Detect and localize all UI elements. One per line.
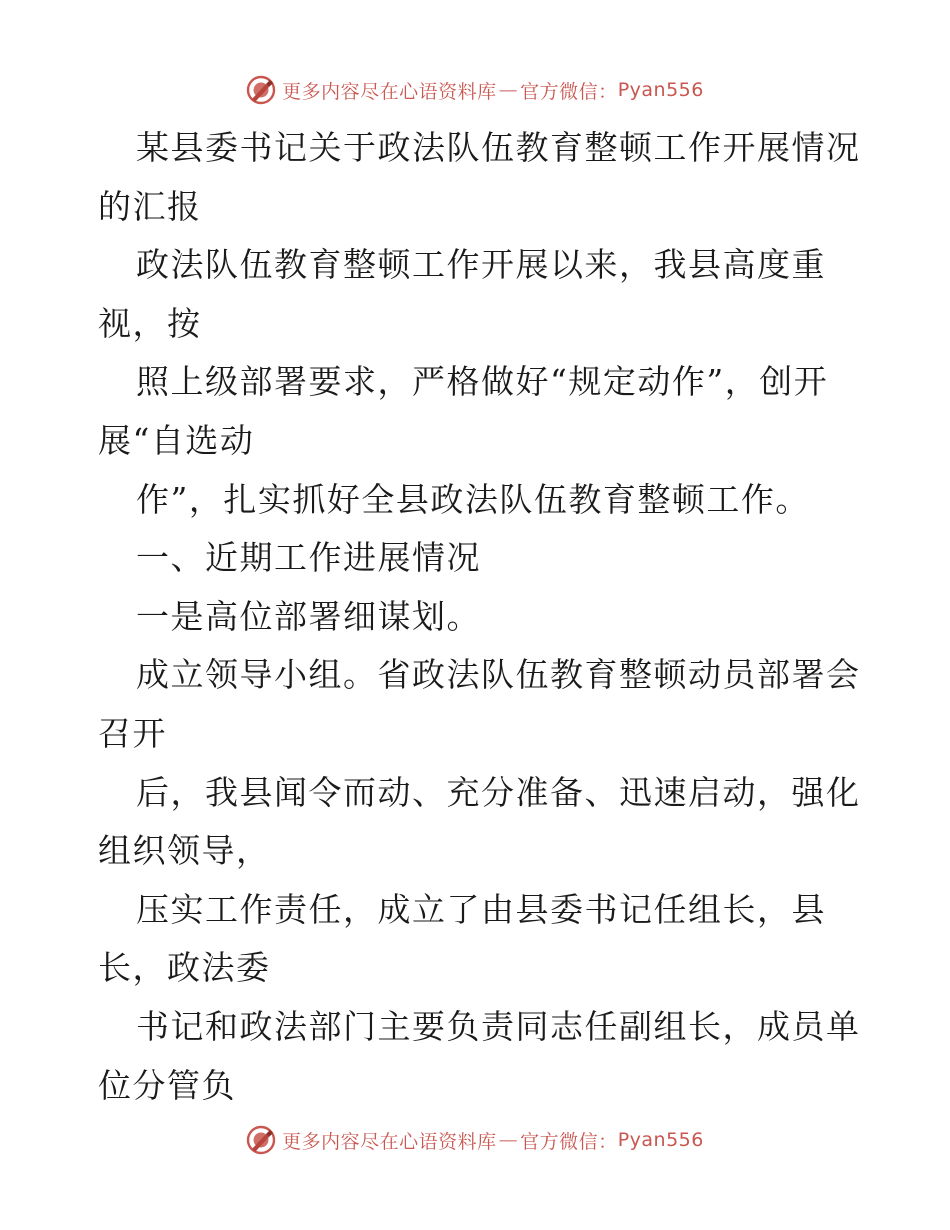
- watermark-contact: 官方微信：: [520, 80, 618, 103]
- text-line: 位分管负: [98, 1065, 236, 1105]
- footer-watermark: [0, 1120, 950, 1160]
- watermark-contact: 官方微信：: [520, 1130, 618, 1153]
- text-line: 展“自选动: [98, 420, 255, 460]
- watermark-separator: —: [498, 1129, 519, 1151]
- text-line: 的汇报: [98, 186, 202, 226]
- text-line: 作”，扎实抓好全县政法队伍教育整顿工作。: [136, 479, 810, 519]
- text-line: 一是高位部署细谋划。: [136, 596, 481, 636]
- watermark-id: Pyan556: [617, 79, 704, 101]
- text-line: 一、近期工作进展情况: [136, 538, 481, 578]
- pen-logo-icon: [246, 1125, 276, 1155]
- text-line: 书记和政法部门主要负责同志任副组长，成员单: [136, 1006, 861, 1046]
- text-line: 组织领导，: [98, 831, 271, 871]
- text-line: 后，我县闻令而动、充分准备、迅速启动，强化: [136, 772, 861, 812]
- text-line: 成立领导小组。省政法队伍教育整顿动员部署会: [136, 655, 861, 695]
- text-line: 照上级部署要求，严格做好“规定动作”，创开: [136, 362, 829, 402]
- text-line: 长，政法委: [98, 948, 271, 988]
- text-line: 压实工作责任，成立了由县委书记任组长，县: [136, 889, 826, 929]
- text-line: 某县委书记关于政法队伍教育整顿工作开展情况: [136, 128, 861, 167]
- pen-logo-icon: [246, 75, 276, 105]
- document-body: [98, 119, 861, 1115]
- watermark-id: Pyan556: [617, 1129, 704, 1151]
- text-line: 视，按: [98, 303, 202, 343]
- text-line: 召开: [98, 713, 167, 753]
- watermark-text: 更多内容尽在心语资料库: [282, 1130, 497, 1153]
- watermark-text: 更多内容尽在心语资料库: [282, 80, 497, 103]
- header-watermark: [0, 70, 950, 110]
- watermark-separator: —: [498, 79, 519, 101]
- text-line: 政法队伍教育整顿工作开展以来，我县高度重: [136, 245, 826, 285]
